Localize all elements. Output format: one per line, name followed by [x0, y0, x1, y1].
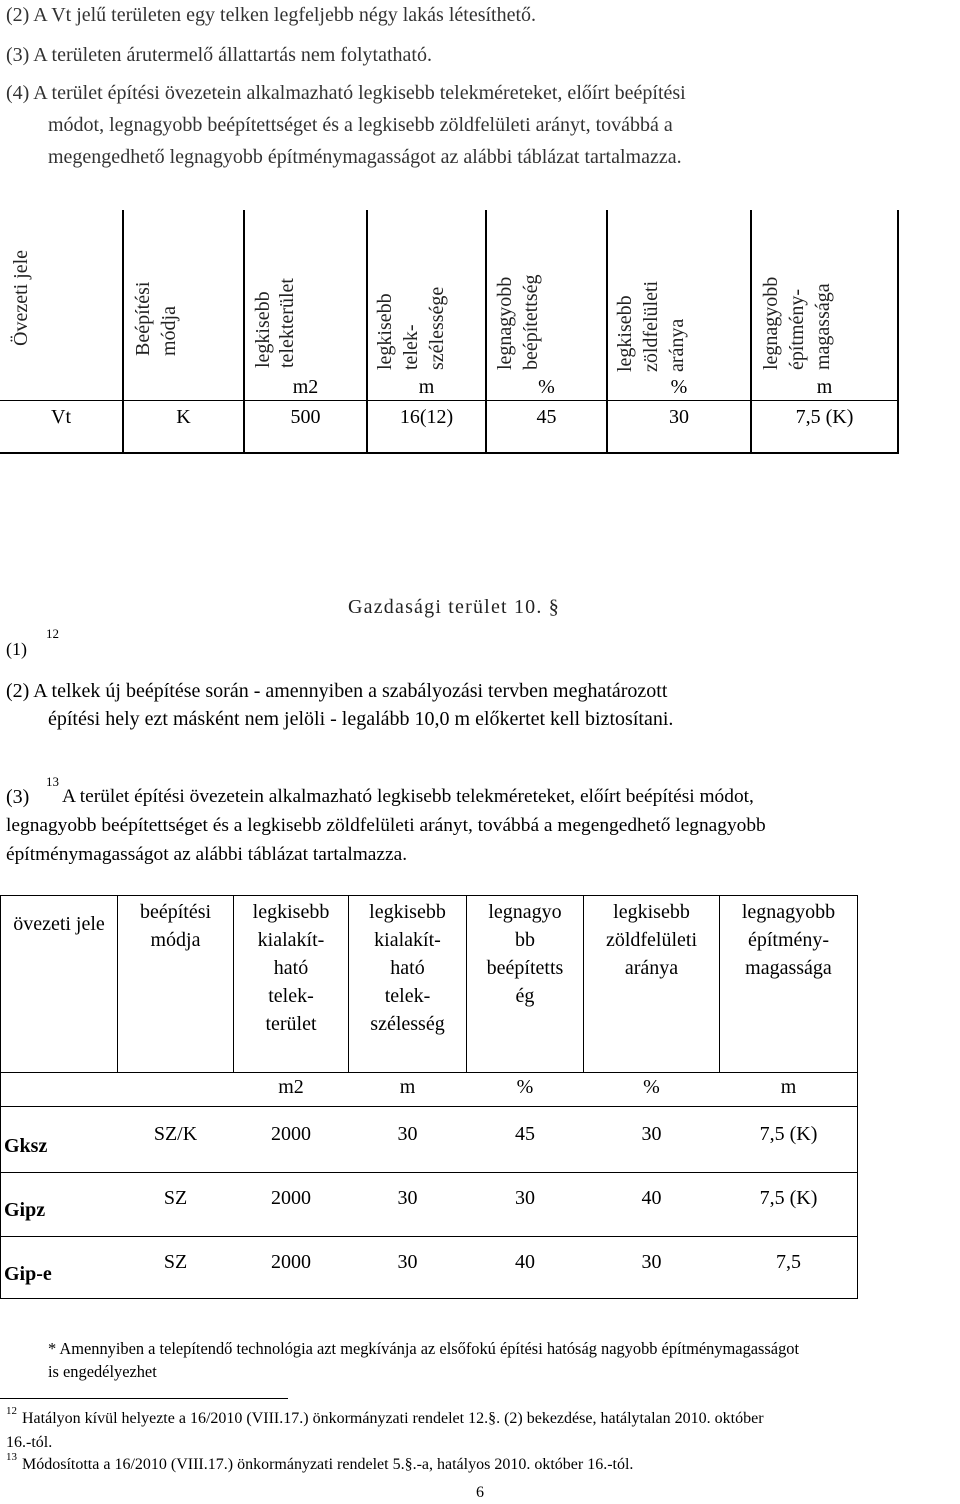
- table1-header-zone: Övezeti jele: [10, 249, 32, 346]
- table2-row2-zone: Gipz: [4, 1199, 46, 1221]
- table2-row1-height: 7,5 (K): [759, 1123, 818, 1145]
- table2-header-area: legkisebb kialakít- ható telek- terület: [252, 901, 330, 1035]
- footnote-ref-12: 12: [46, 626, 59, 641]
- table2-row1-green: 30: [641, 1123, 662, 1145]
- table1-unit-height: m: [816, 376, 833, 398]
- gz-paragraph-3-line-2: legnagyobb beépítettséget és a legkisebb zöldfelületi arányt, továbbá a megengedhető legnagyobb: [6, 815, 766, 836]
- table1-header-height-1: legnagyobb: [760, 276, 782, 370]
- paragraph-3: (3) A területen árutermelő állattartás nem folytatható.: [6, 44, 432, 66]
- table1-unit-area: m2: [292, 376, 319, 398]
- table2-row1-area: 2000: [271, 1123, 311, 1145]
- table2-row2-height: 7,5 (K): [759, 1187, 818, 1209]
- table1-unit-coverage: %: [538, 376, 555, 398]
- table1-header-area-1: legkisebb: [252, 291, 274, 368]
- table2-row2-green: 40: [641, 1187, 662, 1209]
- table2-row2-coverage: 30: [515, 1187, 535, 1209]
- table1-unit-green: %: [670, 376, 688, 398]
- table2-row3-zone: Gip-e: [4, 1263, 52, 1285]
- table1-cell-method: K: [176, 406, 191, 428]
- table1-header-method-2: módja: [158, 306, 180, 356]
- table1-cell-width: 16(12): [399, 406, 454, 428]
- table2-row1-method: SZ/K: [153, 1123, 198, 1145]
- gz-paragraph-3-label: (3): [6, 786, 30, 808]
- table2-unit-width: m: [399, 1076, 416, 1098]
- table2-row3-area: 2000: [271, 1251, 311, 1273]
- page-number: 6: [476, 1484, 484, 1501]
- table1-header-height-3: magassága: [812, 283, 834, 370]
- table2-row3-height: 7,5: [776, 1251, 801, 1273]
- table1-header-coverage-1: legnagyobb: [494, 276, 516, 370]
- paragraph-4-line-2: módot, legnagyobb beépítettséget és a legkisebb zöldfelületi arányt, továbbá a: [48, 114, 673, 136]
- table2-row2-method: SZ: [163, 1187, 188, 1209]
- table1-cell-zone: Vt: [51, 406, 71, 428]
- table2-header-zone: övezeti jele: [13, 913, 105, 935]
- section-title: Gazdasági terület 10. §: [348, 596, 560, 618]
- table1-header-height-2: építmény-: [786, 288, 808, 370]
- table1-cell-coverage: 45: [536, 406, 557, 428]
- table2-row2-width: 30: [397, 1187, 418, 1209]
- paragraph-2: (2) A Vt jelű területen egy telken legfeljebb négy lakás létesíthető.: [6, 4, 537, 26]
- footnote-12-line-1: Hatályon kívül helyezte a 16/2010 (VIII.17.) önkormányzati rendelet 12.§. (2) bekezdése, hatálytalan 2010. október: [22, 1410, 764, 1427]
- table1-header-coverage-2: beépítettség: [520, 274, 542, 370]
- table-note-line-2: is engedélyezhet: [48, 1362, 157, 1381]
- gz-paragraph-3-line-3: építménymagasságot az alábbi táblázat tartalmazza.: [6, 844, 408, 865]
- table2-row3-green: 30: [641, 1251, 662, 1273]
- table2-row3-width: 30: [397, 1251, 418, 1273]
- table2-row2-area: 2000: [271, 1187, 311, 1209]
- table1-header-area-2: telekterület: [276, 278, 298, 368]
- table2-header-method: beépítési módja: [139, 901, 212, 951]
- table1-cell-area: 500: [290, 406, 321, 428]
- table2-unit-green: %: [643, 1076, 660, 1098]
- gz-paragraph-2-line-1: (2) A telkek új beépítése során - amennyiben a szabályozási tervben meghatározott: [6, 680, 668, 702]
- table-note-line-1: * Amennyiben a telepítendő technológia azt megkívánja az elsőfokú építési hatóság nagyobb építménymagasságot: [48, 1339, 800, 1358]
- table2-unit-area: m2: [278, 1076, 304, 1098]
- table1-cell-green: 30: [669, 406, 689, 428]
- table2-row1-width: 30: [397, 1123, 418, 1145]
- table1-unit-width: m: [418, 376, 435, 398]
- table2-header-height: legnagyobb építmény- magassága: [741, 901, 836, 979]
- footnote-separator: [0, 1398, 288, 1399]
- table2-unit-coverage: %: [516, 1076, 534, 1098]
- table2-unit-height: m: [780, 1076, 797, 1098]
- table2-row3-method: SZ: [163, 1251, 188, 1273]
- gz-paragraph-2-line-2: építési hely ezt másként nem jelöli - legalább 10,0 m előkertet kell biztosítani.: [48, 708, 674, 730]
- footnote-12-line-2: 16.-tól.: [6, 1434, 53, 1451]
- gz-paragraph-3-line-1: A terület építési övezetein alkalmazható legkisebb telekméreteket, előírt beépítési módot,: [62, 786, 754, 807]
- footnote-13-text: Módosította a 16/2010 (VIII.17.) önkormányzati rendelet 5.§.-a, hatályos 2010. október 16.-tól.: [22, 1456, 634, 1473]
- table2-header-coverage: legnagyo bb beépítetts ég: [486, 901, 564, 1007]
- table1-header-method-1: Beépítési: [132, 281, 154, 356]
- table2-row1-coverage: 45: [515, 1123, 535, 1145]
- table1-header-green-1: legkisebb: [614, 295, 636, 372]
- table2-header-width: legkisebb kialakít- ható telek- szélesség: [369, 901, 446, 1035]
- table2-header-green: legkisebb zöldfelületi aránya: [605, 901, 698, 979]
- table1-header-green-2: zöldfelületi: [640, 280, 662, 372]
- paragraph-4-line-1: (4) A terület építési övezetein alkalmazható legkisebb telekméreteket, előírt beépítési: [6, 82, 686, 104]
- paragraph-4-line-3: megengedhető legnagyobb építménymagasságot az alábbi táblázat tartalmazza.: [48, 146, 682, 168]
- table1-cell-height: 7,5 (K): [795, 406, 854, 428]
- footnote-ref-13: 13: [46, 774, 59, 789]
- table2-row1-zone: Gksz: [4, 1135, 48, 1157]
- table2-row3-coverage: 40: [515, 1251, 535, 1273]
- footnote-12-number: 12: [6, 1405, 17, 1417]
- table1-header-green-3: aránya: [666, 318, 688, 372]
- paragraph-1-label: (1): [6, 639, 27, 659]
- table1-header-width-1: legkisebb: [374, 293, 396, 370]
- table1-header-width-3: szélessége: [426, 286, 448, 370]
- footnote-13-number: 13: [6, 1451, 17, 1463]
- table1-header-width-2: telek-: [400, 324, 422, 370]
